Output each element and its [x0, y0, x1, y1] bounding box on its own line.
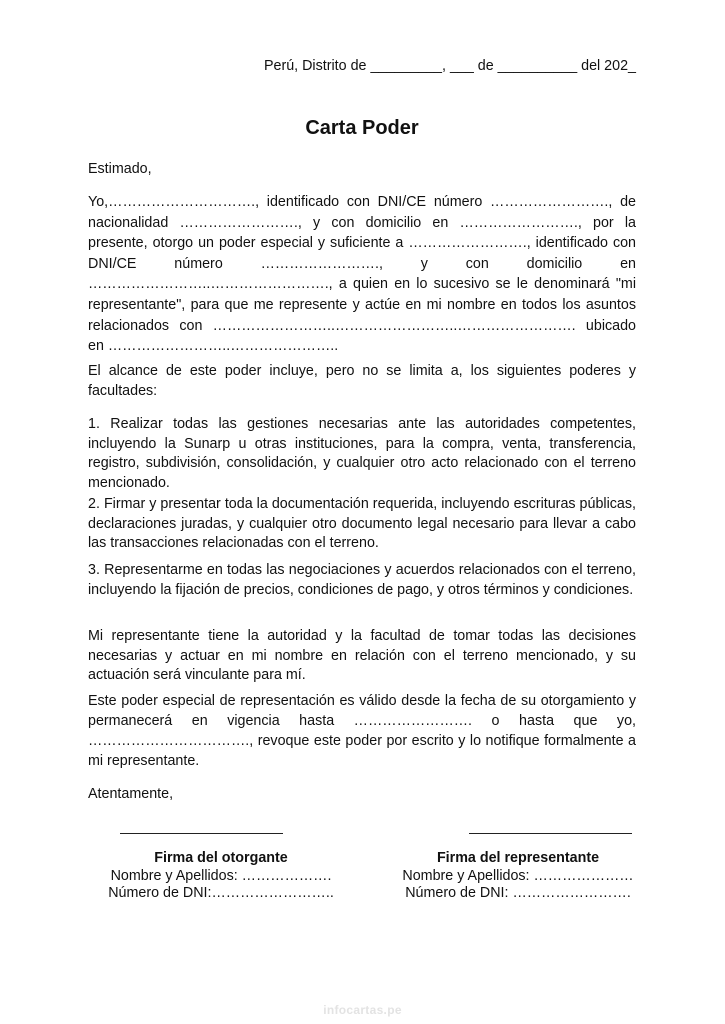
date-line: Perú, Distrito de _________, ___ de __________ del 202_ — [263, 58, 636, 74]
watermark: infocartas.pe — [323, 1003, 402, 1017]
representative-signature-title: Firma del representante — [436, 850, 600, 866]
grantor-name-line: Nombre y Apellidos: ………………. — [110, 867, 332, 884]
salutation: Estimado, — [88, 161, 152, 177]
grantor-signature-line — [120, 833, 283, 834]
grantor-dni-line: Número de DNI:…………………….. — [108, 885, 334, 901]
representative-name-line: Nombre y Apellidos: ………………… — [402, 867, 634, 884]
closing: Atentamente, — [88, 786, 174, 802]
paragraph-validity: Este poder especial de representación es válido desde la fecha de su otorgamiento y permanecerá en vigencia hasta ……………………. o hasta que yo, ……………………………., revoque este poder por escrito y lo notifique formalmente a mi representante. — [88, 693, 636, 769]
paragraph-grant: Yo,…………………………., identificado con DNI/CE número ……………………., de nacionalidad ……………………., y con domicilio en ……………………., por la presente, otorgo un poder especial y suficiente a ……………………., identificado con DNI/CE número ……………………., y con domicilio en ……………………..……………………., a quien en lo sucesivo se le denominará "mi representante", para que me represente y actúe en mi nombre en todos los asuntos relacionados con ……………………..……………………..……………………. ubicado en ……………………..………………….. — [88, 194, 636, 355]
representative-signature-block — [396, 850, 640, 903]
paragraph-item-3: 3. Representarme en todas las negociaciones y acuerdos relacionados con el terreno, incluyendo la fijación de precios, condiciones de pago, y otros términos y condiciones. — [88, 562, 636, 598]
document-title: Carta Poder — [305, 117, 419, 139]
paragraph-scope: El alcance de este poder incluye, pero no se limita a, los siguientes poderes y facultades: — [88, 363, 636, 399]
grantor-signature-block — [101, 850, 341, 903]
paragraph-item-2: 2. Firmar y presentar toda la documentación requerida, incluyendo escrituras públicas, declaraciones juradas, y cualquier otro documento legal necesario para llevar a cabo las transacciones relacionadas con el terreno. — [88, 496, 636, 552]
paragraph-item-1: 1. Realizar todas las gestiones necesarias ante las autoridades competentes, incluyendo la Sunarp u otras instituciones, para la compra, venta, transferencia, registro, subdivisión, consolidación, y cualquier otro acto relacionado con el terreno mencionado. — [88, 416, 636, 491]
representative-signature-line — [469, 833, 632, 834]
representative-dni-line: Número de DNI: ……………………. — [405, 885, 631, 901]
grantor-signature-title: Firma del otorgante — [154, 850, 288, 866]
paragraph-authority: Mi representante tiene la autoridad y la facultad de tomar todas las decisiones necesarias y actuar en mi nombre en relación con el terreno mencionado, y su actuación será vinculante para mí. — [88, 628, 636, 684]
